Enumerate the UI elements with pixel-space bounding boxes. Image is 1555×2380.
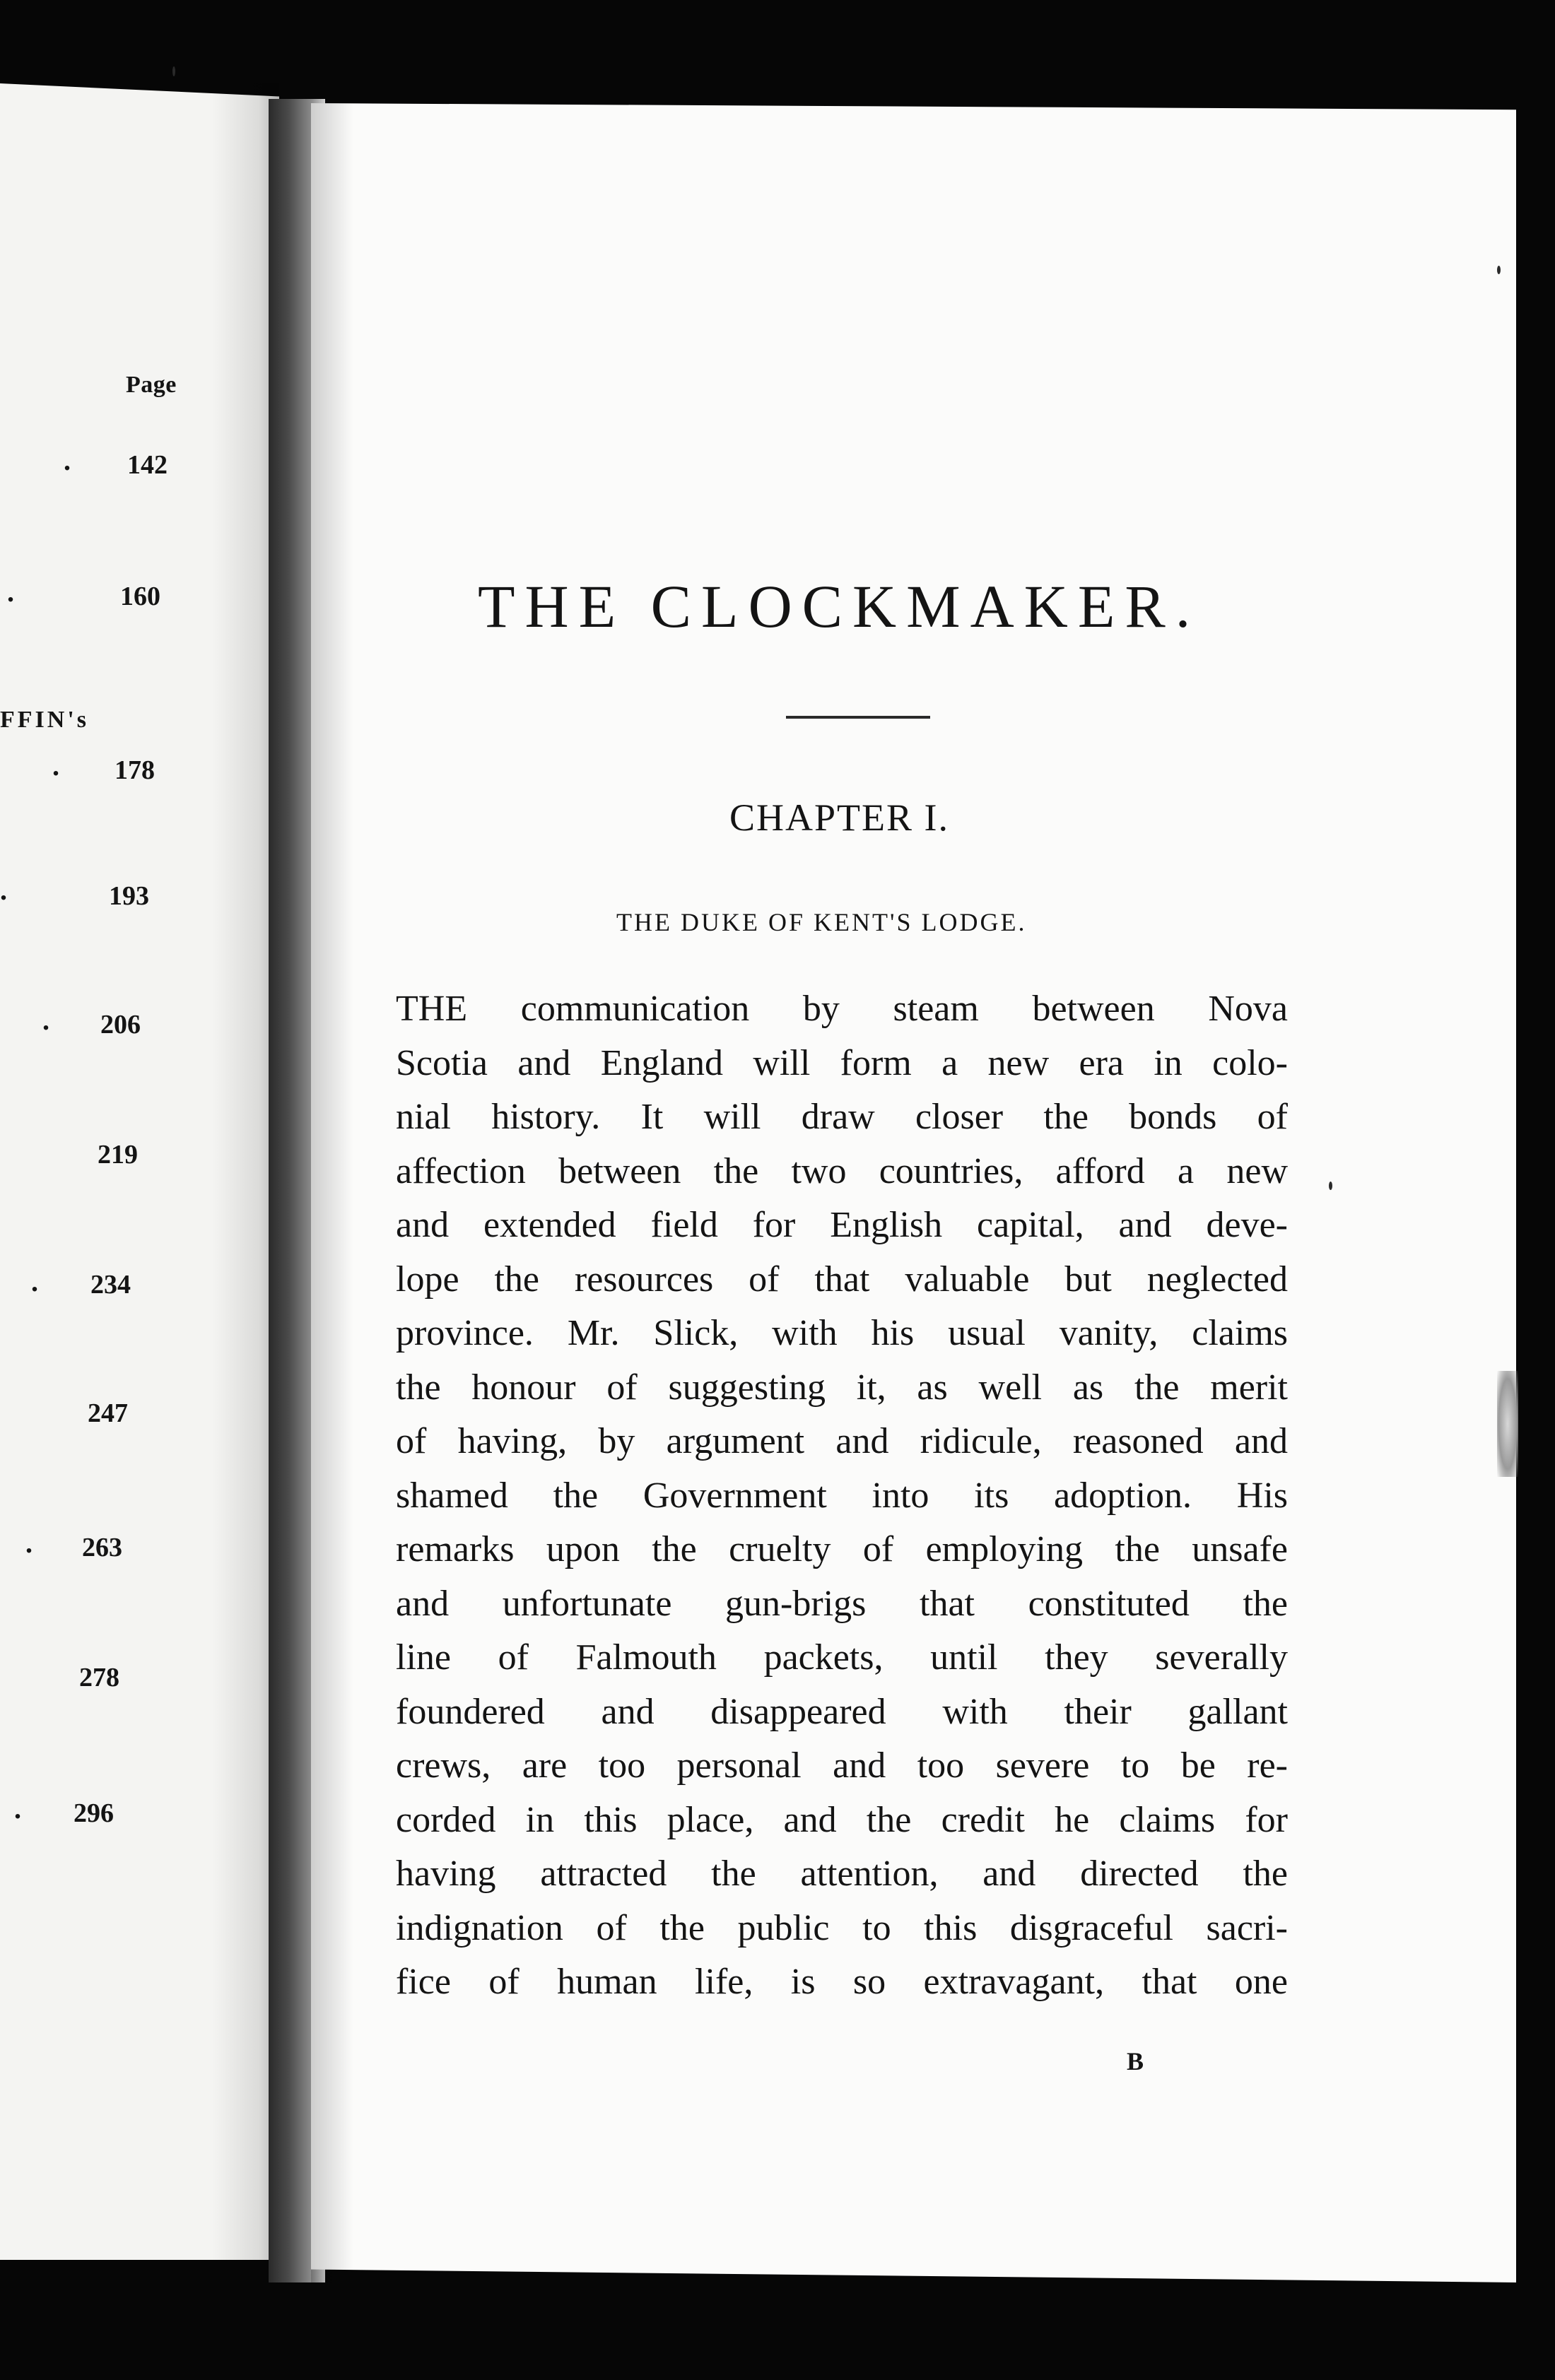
body-line: and extended field for English capital, and deve- [396, 1205, 1288, 1245]
page-edge-tear [1497, 1371, 1518, 1477]
toc-leader-dot: . [64, 444, 71, 476]
toc-page-number: 206 [100, 1010, 141, 1039]
toc-leader-dot: . [42, 1004, 49, 1036]
body-line: corded in this place, and the credit he claims for [396, 1799, 1288, 1840]
chapter-body [396, 982, 1288, 2010]
body-line: foundered and disappeared with their gallant [396, 1691, 1288, 1732]
book-title: THE CLOCKMAKER. [478, 572, 1201, 640]
toc-page-number: 234 [90, 1270, 131, 1300]
toc-page-number: 278 [79, 1663, 119, 1692]
toc-page-number: 193 [109, 881, 149, 911]
toc-page-number: 142 [127, 450, 168, 480]
body-line: indignation of the public to this disgraceful sacri- [396, 1907, 1288, 1948]
toc-entry-fragment: FFIN's [0, 707, 89, 733]
body-line: crews, are too personal and too severe to be re- [396, 1745, 1288, 1786]
title-rule [786, 716, 930, 719]
toc-page-label: Page [126, 372, 177, 398]
body-line: Scotia and England will form a new era in colo- [396, 1042, 1288, 1083]
toc-page-number: 160 [120, 582, 160, 611]
scan-speck [1329, 1182, 1332, 1190]
scan-speck [172, 66, 175, 76]
body-line: remarks upon the cruelty of employing the unsafe [396, 1529, 1288, 1569]
body-line: THE communication by steam between Nova [396, 989, 1288, 1029]
chapter-heading: CHAPTER I. [729, 796, 950, 839]
body-line: shamed the Government into its adoption. His [396, 1475, 1288, 1516]
body-line: line of Falmouth packets, until they severally [396, 1637, 1288, 1678]
toc-page-number: 247 [88, 1398, 128, 1428]
toc-leader-dot: . [52, 750, 59, 782]
toc-page-number: 178 [115, 755, 155, 785]
body-line: province. Mr. Slick, with his usual vanity, claims [396, 1313, 1288, 1353]
body-line: lope the resources of that valuable but neglected [396, 1259, 1288, 1300]
body-line: the honour of suggesting it, as well as the merit [396, 1367, 1288, 1408]
toc-leader-dot: . [14, 1793, 21, 1825]
signature-mark: B [1127, 2047, 1144, 2075]
toc-leader-dot: . [0, 874, 7, 906]
body-line: nial history. It will draw closer the bonds of [396, 1097, 1288, 1137]
body-line: affection between the two countries, afford a new [396, 1150, 1288, 1191]
body-line: having attracted the attention, and directed the [396, 1854, 1288, 1894]
body-line: and unfortunate gun-brigs that constituted the [396, 1583, 1288, 1624]
chapter-subtitle: THE DUKE OF KENT'S LODGE. [616, 908, 1027, 936]
toc-leader-dot: . [25, 1527, 33, 1559]
toc-leader-dot: . [7, 576, 14, 608]
body-line: fice of human life, is so extravagant, that one [396, 1962, 1288, 2002]
toc-page-number: 296 [74, 1798, 114, 1828]
right-page-shadow [311, 103, 353, 2282]
body-line: of having, by argument and ridicule, reasoned and [396, 1421, 1288, 1461]
toc-page-number: 263 [82, 1533, 122, 1562]
scan-speck [1497, 266, 1501, 274]
toc-page-number: 219 [98, 1140, 138, 1170]
toc-leader-dot: . [31, 1266, 38, 1297]
